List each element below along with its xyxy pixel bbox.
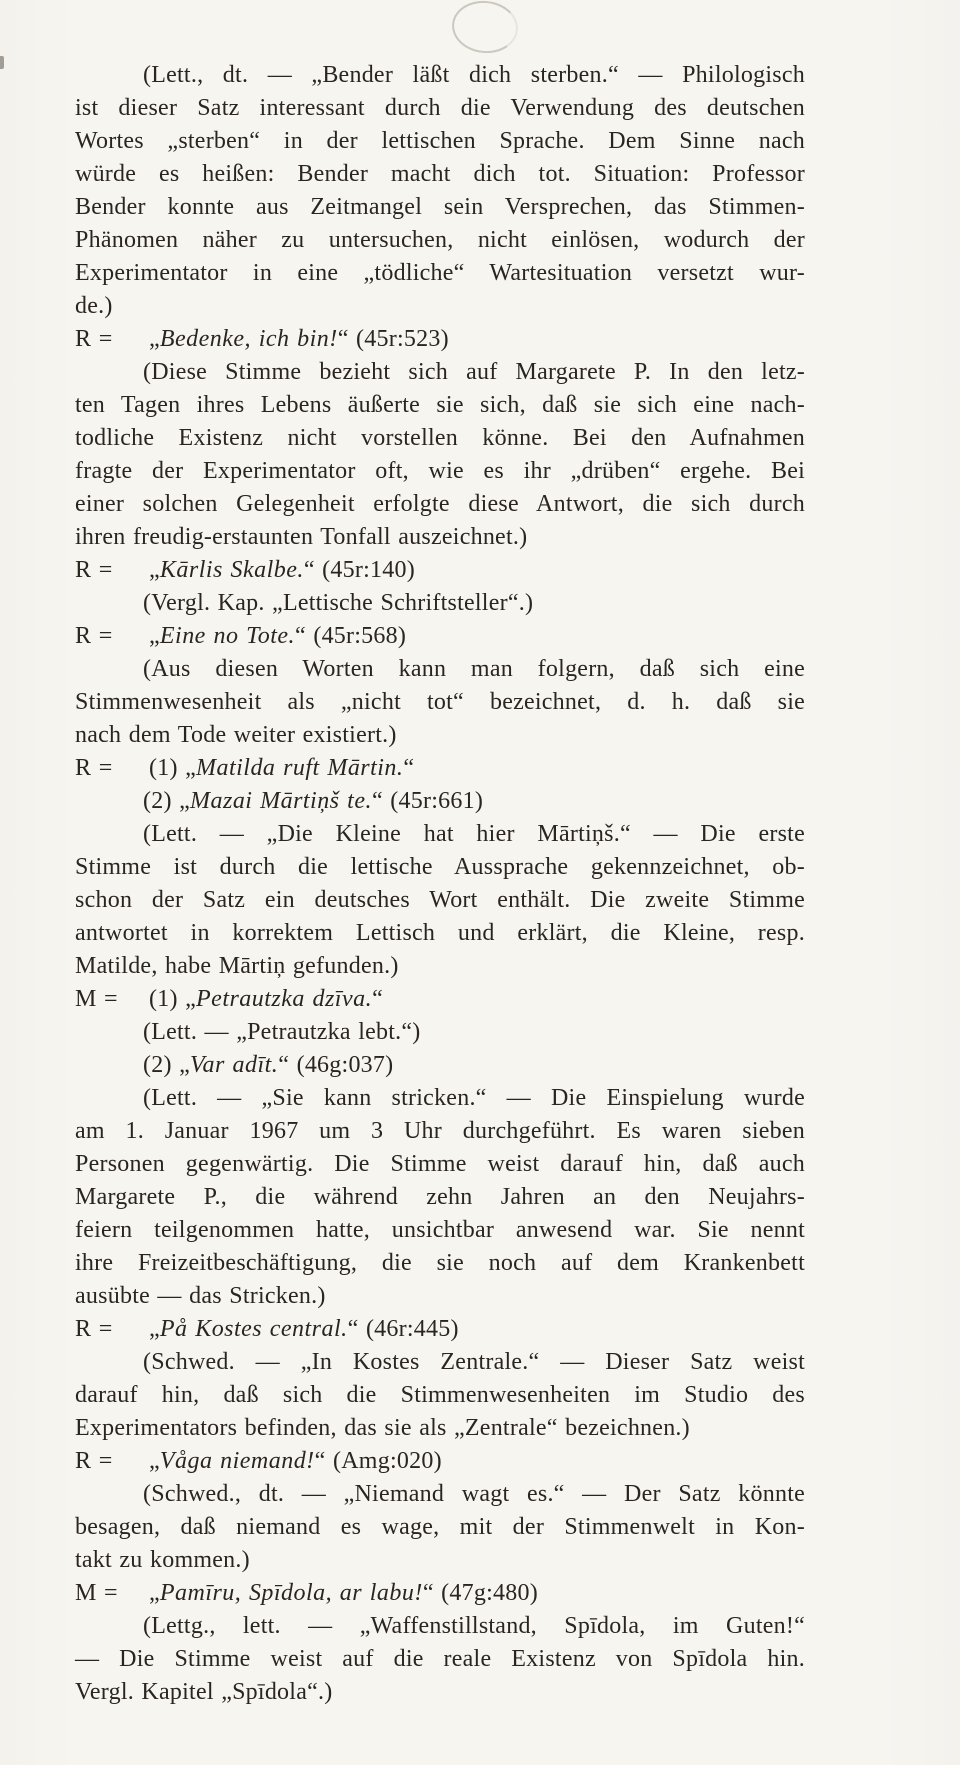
text-line: Experimentator in eine „tödliche“ Wartesituation versetzt wur- [75, 260, 805, 286]
voice-utterance: (1) „Petrautzka dzīva.“ [149, 986, 383, 1012]
voice-speaker-label: R = [75, 557, 113, 583]
text-line: feiern teilgenommen hatte, unsichtbar anwesend war. Sie nennt [75, 1217, 805, 1243]
scan-artifact-oval [449, 0, 520, 56]
text-line: ist dieser Satz interessant durch die Verwendung des deutschen [75, 95, 805, 121]
text-line: antwortet in korrektem Lettisch und erklärt, die Kleine, resp. [75, 920, 805, 946]
text-line: — Die Stimme weist auf die reale Existenz von Spīdola hin. [75, 1646, 805, 1672]
voice-utterance: „Eine no Tote.“ (45r:568) [149, 623, 407, 649]
voice-quote: Petrautzka dzīva. [196, 986, 373, 1012]
voice-speaker-label: R = [75, 326, 113, 352]
voice-quote: Pamīru, Spīdola, ar labu! [159, 1580, 423, 1606]
text-line: einer solchen Gelegenheit erfolgte diese Antwort, die sich durch [75, 491, 805, 517]
text-line: am 1. Januar 1967 um 3 Uhr durchgeführt. Es waren sieben [75, 1118, 805, 1144]
text-line: ten Tagen ihres Lebens äußerte sie sich, daß sie sich eine nach- [75, 392, 805, 418]
voice-entry-line [75, 323, 805, 356]
voice-entry-line [75, 752, 805, 785]
voice-speaker-label: R = [75, 755, 113, 781]
voice-utterance: „Pamīru, Spīdola, ar labu!“ (47g:480) [149, 1580, 538, 1606]
voice-quote: Var adīt. [190, 1052, 279, 1078]
voice-quote: Våga niemand! [159, 1448, 315, 1474]
voice-entry-line [75, 554, 805, 587]
text-line: Personen gegenwärtig. Die Stimme weist darauf hin, daß auch [75, 1151, 805, 1177]
text-line: schon der Satz ein deutsches Wort enthält. Die zweite Stimme [75, 887, 805, 913]
voice-quote: Mazai Mārtiņš te. [190, 788, 372, 814]
text-line: Bender konnte aus Zeitmangel sein Versprechen, das Stimmen- [75, 194, 805, 220]
text-line: takt zu kommen.) [75, 1547, 250, 1573]
voice-utterance: (1) „Matilda ruft Mārtin.“ [149, 755, 415, 781]
voice-entry-line [75, 620, 805, 653]
text-line: darauf hin, daß sich die Stimmenwesenheiten im Studio des [75, 1382, 805, 1408]
text-line: Vergl. Kapitel „Spīdola“.) [75, 1679, 333, 1705]
voice-utterance: „På Kostes central.“ (46r:445) [149, 1316, 459, 1342]
voice-quote: Matilda ruft Mārtin. [196, 755, 404, 781]
voice-entry-line [75, 1313, 805, 1346]
text-line: (2) „Var adīt.“ (46g:037) [143, 1052, 394, 1078]
voice-speaker-label: M = [75, 1580, 118, 1606]
voice-entry-line [75, 983, 805, 1016]
text-line: (Diese Stimme bezieht sich auf Margarete P. In den letz- [143, 359, 805, 385]
page-text-block [75, 59, 805, 1709]
text-line: Matilde, habe Mārtiņ gefunden.) [75, 953, 399, 979]
voice-entry-line [75, 1445, 805, 1478]
text-line: (Vergl. Kap. „Lettische Schriftsteller“.) [143, 590, 534, 616]
voice-speaker-label: M = [75, 986, 118, 1012]
text-line: (Lett. — „Petrautzka lebt.“) [143, 1019, 421, 1045]
text-line: würde es heißen: Bender macht dich tot. Situation: Professor [75, 161, 805, 187]
voice-utterance: „Kārlis Skalbe.“ (45r:140) [149, 557, 415, 583]
voice-quote: På Kostes central. [159, 1316, 348, 1342]
text-line: (Schwed., dt. — „Niemand wagt es.“ — Der Satz könnte [143, 1481, 805, 1507]
scan-artifact-edge-mark [0, 56, 4, 69]
text-line: (Lett. — „Sie kann stricken.“ — Die Einspielung wurde [143, 1085, 805, 1111]
voice-quote: Kārlis Skalbe. [159, 557, 304, 583]
voice-quote: Eine no Tote. [159, 623, 295, 649]
text-line: besagen, daß niemand es wage, mit der Stimmenwelt in Kon- [75, 1514, 805, 1540]
text-line: fragte der Experimentator oft, wie es ihr „drüben“ ergehe. Bei [75, 458, 805, 484]
voice-utterance: „Bedenke, ich bin!“ (45r:523) [149, 326, 449, 352]
text-line: (Lett. — „Die Kleine hat hier Mārtiņš.“ — Die erste [143, 821, 805, 847]
text-line: ihre Freizeitbeschäftigung, die sie noch auf dem Krankenbett [75, 1250, 805, 1276]
text-line: todliche Existenz nicht vorstellen könne. Bei den Aufnahmen [75, 425, 805, 451]
text-line: Phänomen näher zu untersuchen, nicht einlösen, wodurch der [75, 227, 805, 253]
text-line: Stimmenwesenheit als „nicht tot“ bezeichnet, d. h. daß sie [75, 689, 805, 715]
voice-quote: Bedenke, ich bin! [159, 326, 338, 352]
voice-utterance: „Våga niemand!“ (Amg:020) [149, 1448, 442, 1474]
voice-speaker-label: R = [75, 623, 113, 649]
voice-entry-line [75, 1577, 805, 1610]
text-line: (Aus diesen Worten kann man folgern, daß sich eine [143, 656, 805, 682]
text-line: Wortes „sterben“ in der lettischen Sprache. Dem Sinne nach [75, 128, 805, 154]
voice-speaker-label: R = [75, 1316, 113, 1342]
text-line: Stimme ist durch die lettische Aussprache gekennzeichnet, ob- [75, 854, 805, 880]
text-line: Experimentators befinden, das sie als „Zentrale“ bezeichnen.) [75, 1415, 690, 1441]
text-line: (Lett., dt. — „Bender läßt dich sterben.“ — Philologisch [143, 62, 805, 88]
text-line: ausübte — das Stricken.) [75, 1283, 326, 1309]
text-line: (Schwed. — „In Kostes Zentrale.“ — Dieser Satz weist [143, 1349, 805, 1375]
text-line: Margarete P., die während zehn Jahren an den Neujahrs- [75, 1184, 805, 1210]
text-line: (2) „Mazai Mārtiņš te.“ (45r:661) [143, 788, 484, 814]
text-line: ihren freudig-erstaunten Tonfall auszeichnet.) [75, 524, 528, 550]
voice-speaker-label: R = [75, 1448, 113, 1474]
text-line: de.) [75, 293, 113, 319]
text-line: nach dem Tode weiter existiert.) [75, 722, 397, 748]
text-line: (Lettg., lett. — „Waffenstillstand, Spīdola, im Guten!“ [143, 1613, 805, 1639]
